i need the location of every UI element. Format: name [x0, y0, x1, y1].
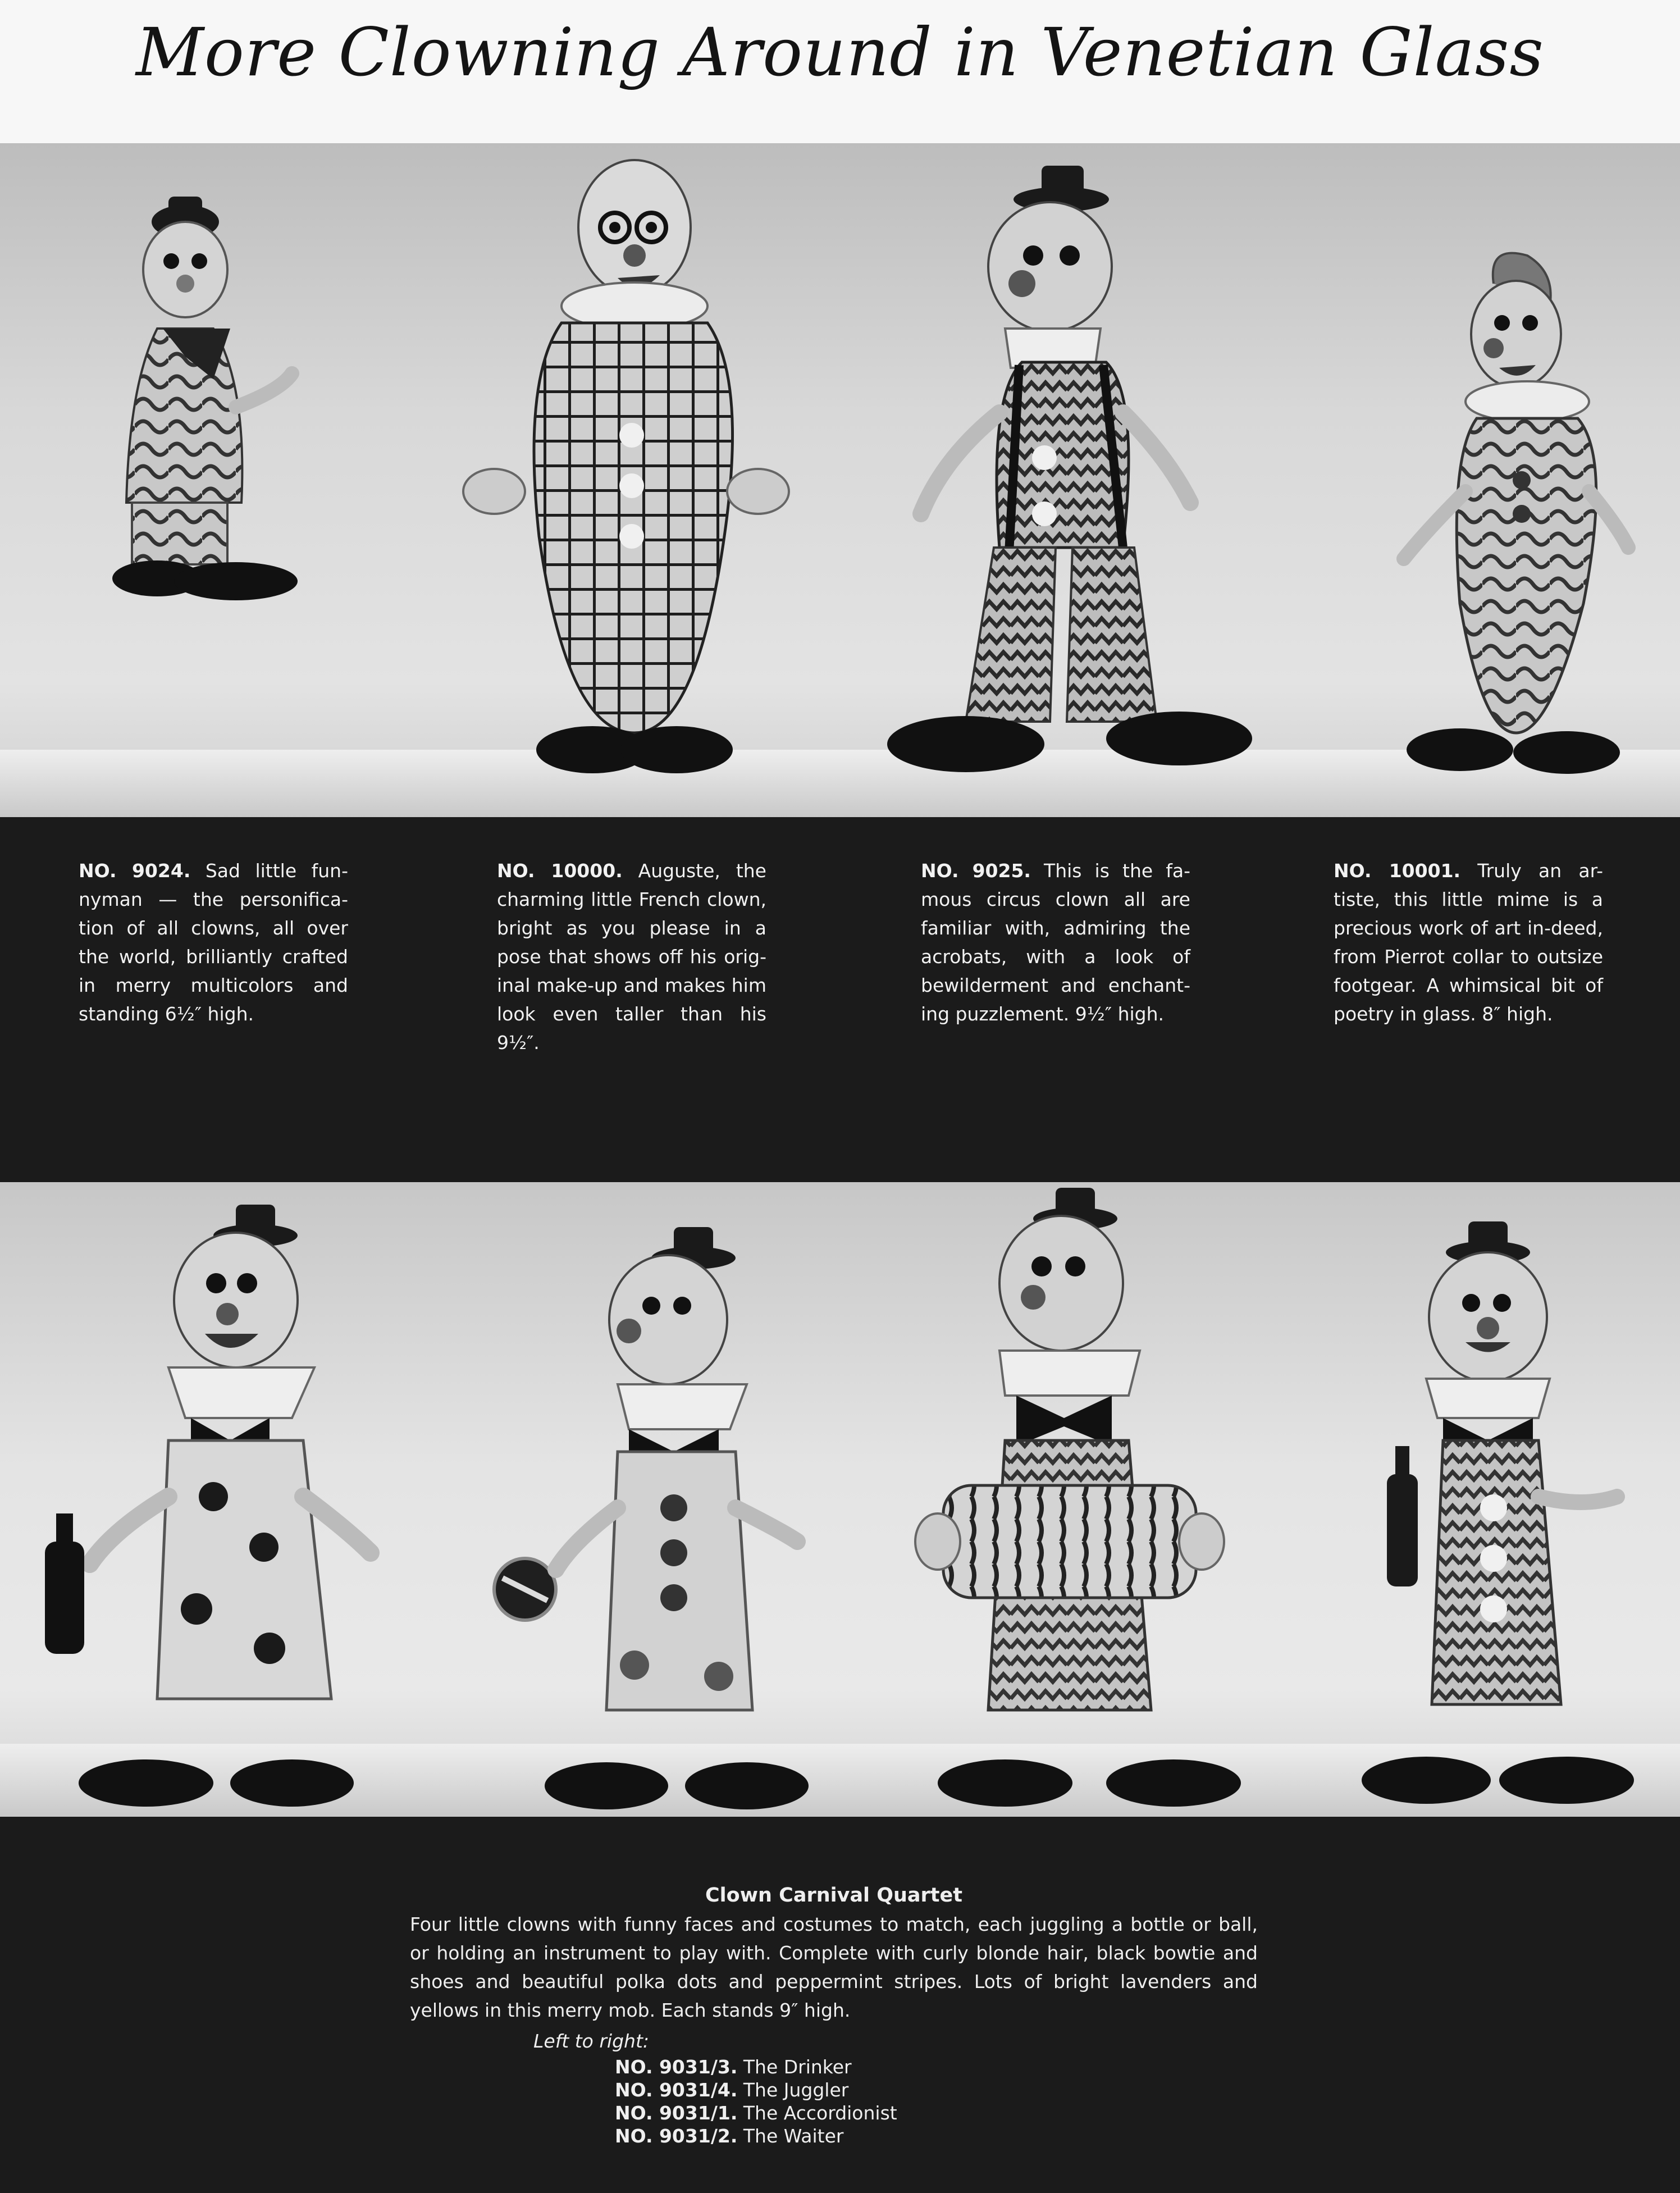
- top-clowns-photo: [0, 143, 1680, 817]
- left-to-right-label: Left to right:: [533, 2030, 650, 2052]
- caption-9025: NO. 9025. This is the fa-mous circus clown all are familiar with, admiring the acrobats, with a look of bewilderment and enchant-ing puzzlement. 9½″ high.: [921, 860, 1190, 1025]
- quartet-item-list: [615, 2055, 1258, 2148]
- list-item: NO. 9031/1. The Accordionist: [615, 2102, 897, 2124]
- quartet-caption-band: [0, 1817, 1680, 2193]
- quartet-description: Four little clowns with funny faces and costumes to match, each juggling a bottle or ball, or holding an instrument to play with. Complete with curly blonde hair, black bowtie and shoes and beautiful polka dots and peppermint stripes. Lots of bright lavenders and yellows in this merry mob. Each stands 9″ high.: [410, 1913, 1258, 2021]
- clown-waiter-figure: [1362, 1221, 1634, 1804]
- quartet-title: Clown Carnival Quartet: [705, 1884, 962, 1907]
- clown-juggler-figure: [494, 1227, 809, 1809]
- list-item: NO. 9031/4. The Juggler: [615, 2079, 849, 2101]
- caption-9024: NO. 9024. Sad little fun-nyman — the personifica-tion of all clowns, all over the world, brilliantly crafted in merry multicolors and standing 6½″ high.: [79, 860, 348, 1025]
- clown-10000-figure: [463, 160, 789, 773]
- list-item: NO. 9031/3. The Drinker: [615, 2056, 852, 2078]
- top-caption-band: [0, 817, 1680, 1182]
- list-item: NO. 9031/2. The Waiter: [615, 2125, 844, 2147]
- clown-drinker-figure: [45, 1205, 371, 1807]
- clown-10001-figure: [1404, 253, 1628, 774]
- clown-9025-figure: [887, 166, 1252, 772]
- clown-9024-figure: [112, 197, 298, 600]
- caption-10001: NO. 10001. Truly an ar-tiste, this little mime is a precious work of art in-deed, from Pierrot collar to outsize footgear. A whimsical bit of poetry in glass. 8″ high.: [1334, 860, 1603, 1025]
- caption-10000: NO. 10000. Auguste, the charming little French clown, bright as you please in a pose that shows off his orig-inal make-up and makes him look even taller than his 9½″.: [497, 860, 766, 1054]
- clown-accordionist-figure: [915, 1188, 1241, 1807]
- quartet-photo: [0, 1182, 1680, 1817]
- page-header: [0, 0, 1680, 143]
- quartet-caption: [410, 1881, 1258, 2148]
- page-title: More Clowning Around in Venetian Glass: [136, 13, 1544, 91]
